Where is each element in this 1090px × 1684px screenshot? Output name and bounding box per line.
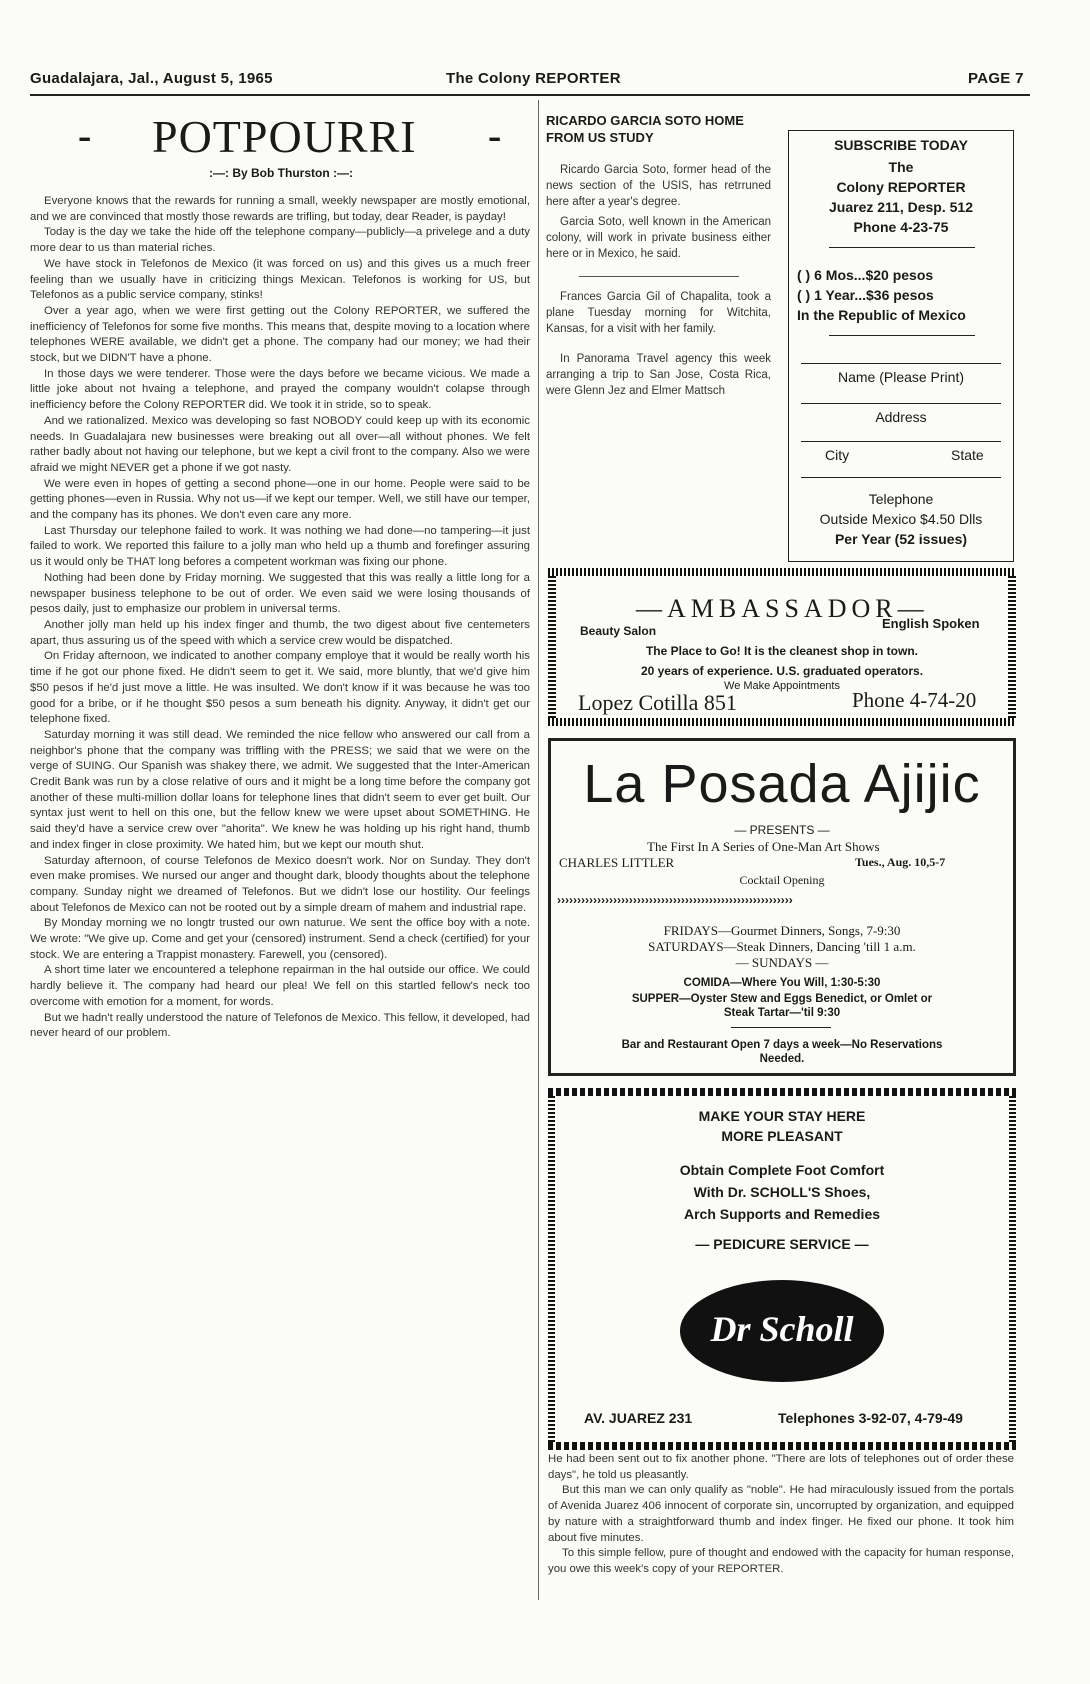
scholl-left-border <box>548 1096 555 1442</box>
ambassador-bottom-border <box>548 718 1016 726</box>
subscribe-option: ( ) 1 Year...$36 pesos <box>797 287 934 303</box>
byline: :—: By Bob Thurston :—: <box>209 166 353 180</box>
subscribe-line: The <box>888 159 914 175</box>
subscribe-heading: SUBSCRIBE TODAY <box>834 137 968 153</box>
news-item: Ricardo Garcia Soto, former head of the news section of the USIS, has retrruned here after a year's degree. <box>546 164 771 208</box>
column-paragraph: Saturday afternoon, of course Telefonos de Mexico doesn't work. Nor on Sunday. They don't even make promises. We nursed our anger and thought dark, bloody thoughts about the telephone company. Sunday night we dreamed of Telefonos. But we didn't lose our hostility. Our feelings about Telefonos de Mexico can not be rooted out by a simple dream of mahem and industrial rape. <box>30 854 530 914</box>
posada-sundays: — SUNDAYS — <box>735 955 829 970</box>
ambassador-line: The Place to Go! It is the cleanest shop in town. <box>645 644 919 658</box>
ambassador-name: —AMBASSADOR— <box>636 594 929 623</box>
scholl-top-border <box>548 1088 1016 1096</box>
news-item: In Panorama Travel agency this week arranging a trip to San Jose, Costa Rica, were Glenn Jez and Elmer Mattsch <box>546 353 771 397</box>
posada-bar: Needed. <box>759 1053 805 1065</box>
ambassador-line: 20 years of experience. U.S. graduated operators. <box>640 664 924 678</box>
scholl-service: — PEDICURE SERVICE — <box>695 1236 869 1252</box>
ambassador-top-border <box>548 568 1016 576</box>
posada-comida: COMIDA—Where You Will, 1:30-5:30 <box>683 977 881 989</box>
scholl-right-border <box>1009 1096 1016 1442</box>
ambassador-right-border <box>1008 576 1016 718</box>
page-number: PAGE 7 <box>968 70 1024 87</box>
column-paragraph: Last Thursday our telephone failed to work. It was nothing we had done—no tampering—it just failed to work. We reported this failure to a jolly man who held up a thumb and forefinger assuring us it would only be THAT long befores a competent workman was fixing our phone. <box>30 524 530 569</box>
news-item: Frances Garcia Gil of Chapalita, took a plane Tuesday morning for Witchita, Kansas, for a visit with her family. <box>546 291 771 335</box>
dateline: Guadalajara, Jal., August 5, 1965 <box>30 70 273 87</box>
ambassador-line: We Make Appointments <box>724 680 840 692</box>
subscribe-line: Colony REPORTER <box>836 179 966 195</box>
posada-arrows: ››››››››››››››››››››››››››››››››››››››››››››››››››››››››››› <box>557 893 793 907</box>
column-paragraph: Over a year ago, when we were first getting out the Colony REPORTER, we suffered the inefficiency of Telefonos for some five months. This means that, despite moving to a location where telephones WERE available, we didn't get a phone. The company had our money; we had their stock, but we DIDN'T have a phone. <box>30 304 530 365</box>
news-headline: RICARDO GARCIA SOTO HOME FROM US STUDY <box>546 113 744 145</box>
column-paragraph: In those days we were tenderer. Those were the days before we became vicious. We made a little joke about not hvaing a telephone, and prayed the company wouldn't colapse through inefficiency before the Colony REPORTER did. We took it in stride, so to speak. <box>30 367 530 412</box>
scholl-line: With Dr. SCHOLL'S Shoes, <box>693 1184 871 1200</box>
form-phone-label: Telephone <box>868 491 934 507</box>
posada-name: La Posada Ajijic <box>583 754 981 814</box>
column-divider <box>538 100 539 1600</box>
column-paragraph: Today is the day we take the hide off the telephone company—publicly—a privelege and a duty more dear to us than material riches. <box>30 226 530 255</box>
posada-series: The First In A Series of One-Man Art Shows <box>647 839 880 854</box>
column-paragraph: And we rationalized. Mexico was developing so fast NOBODY could keep up with its economic needs. In Guadalajara new businesses were breaking out all over—all without phones. We felt rather badly about not having our telephone, but we kept a civil front to the company. Also we were afraid we might NEVER get a phone if we got nasty. <box>30 414 530 474</box>
paper-name: The Colony REPORTER <box>446 70 621 87</box>
posada-divider <box>731 1027 831 1028</box>
form-city-label: City <box>825 447 850 463</box>
news-briefs <box>546 162 771 399</box>
scholl-line: Obtain Complete Foot Comfort <box>679 1162 885 1178</box>
posada-dates: Tues., Aug. 10,5-7 <box>855 855 946 869</box>
scholl-line: Arch Supports and Remedies <box>683 1206 881 1222</box>
dr-scholl-logo <box>680 1280 884 1382</box>
column-body <box>30 194 530 1594</box>
dr-scholl-logo-text: Dr Scholl <box>710 1309 854 1349</box>
scholl-phones: Telephones 3-92-07, 4-79-49 <box>778 1410 963 1426</box>
subscribe-line: Phone 4-23-75 <box>853 219 949 235</box>
masthead-rule <box>30 94 1030 96</box>
posada-supper: SUPPER—Oyster Stew and Eggs Benedict, or Omlet or <box>631 993 933 1005</box>
column-title: POTPOURRI <box>152 111 417 162</box>
posada-presents: — PRESENTS — <box>734 823 830 837</box>
title-dash-right: - <box>488 113 502 158</box>
column-paragraph: By Monday morning we no longtr trusted our own naturue. We sent the office boy with a note. We wrote: "We give up. Come and get your (censored) instrument. Send a check (certified) for your stock. We are entering a Trappist monastery. Farewell, you (censored). <box>30 917 530 961</box>
news-item: Garcia Soto, well known in the American colony, will work in private business either here or in Mexico, he said. <box>546 216 771 260</box>
continuation-paragraph: He had been sent out to fix another phone. "There are lots of telephones out of order these days", he told us pleasantly. <box>548 1453 1014 1481</box>
news-divider <box>579 276 739 277</box>
form-name-label: Name (Please Print) <box>837 369 965 385</box>
posada-saturdays: SATURDAYS—Steak Dinners, Dancing 'till 1 a.m. <box>648 939 916 954</box>
subscribe-box <box>788 130 1014 562</box>
scholl-line: MORE PLEASANT <box>721 1128 843 1144</box>
posada-bar: Bar and Restaurant Open 7 days a week—No Reservations <box>621 1039 943 1051</box>
posada-opening: Cocktail Opening <box>739 873 825 887</box>
column-paragraph: Everyone knows that the rewards for running a small, weekly newspaper are mostly emotional, and we are convinced that mostly those rewards are trifling, but today, dear Reader, is payday! <box>30 195 530 223</box>
ambassador-english: English Spoken <box>882 616 980 631</box>
ambassador-left-border <box>548 576 556 718</box>
column-paragraph: Saturday morning it was still dead. We reminded the nice fellow who answered our call from a neighbor's phone that the company was triffling with the PRESS; we said that we were on the verge of SUING. Our Spanish was shakey there, we admit. We suggested that the Inter-American Credit Bank was run by a close relative of ours and it might be a long time before the company got another of these multi-million dollar loans for telephone lines that didn't seem to ever get built. Our syntax just went to hell on this one, but the fellow knew we were upset about SOMETHING. He said they'd have a service crew over "ahorita". We knew he was holding up his right hand, thumb and index finger in close proximity. We hated him, but we kept our mouth shut. <box>30 728 530 851</box>
ambassador-phone: Phone 4-74-20 <box>852 688 977 712</box>
ambassador-kind: Beauty Salon <box>580 624 657 638</box>
form-address-label: Address <box>875 409 927 425</box>
column-paragraph: Nothing had been done by Friday morning. We suggested that this was really a little long for a newspaper business telephone to be out of order. We even said we were losing thousands of pesos daily, just to emphasize our problem in universal terms. <box>30 571 530 616</box>
posada-ad <box>548 738 1016 1076</box>
scholl-line: MAKE YOUR STAY HERE <box>698 1108 866 1124</box>
form-line <box>801 403 1001 404</box>
posada-artist: CHARLES LITTLER <box>559 855 675 870</box>
continuation-paragraph: But this man we can only qualify as "noble". He had miraculously issued from the portals of Avenida Juarez 406 innocent of corporate sin, uncorrupted by organization, and equipped by nature with a straightforward thumb and index finger. He fixed our phone. It took him about five minutes. <box>548 1484 1014 1544</box>
ambassador-address: Lopez Cotilla 851 <box>578 690 737 715</box>
subscribe-divider <box>829 247 975 248</box>
per-year: Per Year (52 issues) <box>834 531 968 547</box>
column-paragraph: On Friday afternoon, we indicated to another company employe that it would be really worth his time if he got our phone fixed. He didn't seem to get it. We said, more bluntly, that we'd give him $50 pesos if he'd just move a little. He was insulted. We don't know if it was because he was too good for a bribe, or if he thought $50 pesos a sum beneath his dignity. Anyway, it didn't get our telephone fixed. <box>30 650 530 726</box>
subscribe-line: Juarez 211, Desp. 512 <box>829 199 973 215</box>
form-line <box>801 363 1001 364</box>
posada-fridays: FRIDAYS—Gourmet Dinners, Songs, 7-9:30 <box>663 923 901 938</box>
form-line <box>801 441 1001 442</box>
subscribe-divider <box>829 335 975 336</box>
column-paragraph: Another jolly man held up his index finger and thumb, the two digest about five centemeters apart, thus assuring us of the speed with which a service crew would be dispatched. <box>30 618 530 647</box>
column-paragraph: But we hadn't really understood the nature of Telefonos de Mexico. This fellow, it developed, had never heard of our problem. <box>30 1011 530 1040</box>
continuation-paragraph: To this simple fellow, pure of thought and endowed with the capacity for human response, you owe this week's copy of your REPORTER. <box>548 1547 1014 1575</box>
form-state-label: State <box>951 447 984 463</box>
subscribe-region: In the Republic of Mexico <box>797 307 966 323</box>
scholl-address: AV. JUAREZ 231 <box>584 1410 693 1426</box>
posada-supper: Steak Tartar—'til 9:30 <box>723 1007 841 1019</box>
column-paragraph: We have stock in Telefonos de Mexico (it was forced on us) and this gives us a much freer feeling than we usually have in criticizing things Mexican. Telefonos is working for US, but Telefonos as a public service company, stinks! <box>30 257 530 302</box>
column-paragraph: We were even in hopes of getting a second phone—one in our home. People were said to be getting phones—even in Russia. Why not us—if we kept our temper. Well, we still have our temper, and the company has its phones. We don't even care any more. <box>30 477 530 522</box>
form-line <box>801 477 1001 478</box>
column-paragraph: A short time later we encountered a telephone repairman in the hal outside our office. We could hardly believe it. The company had heard our plea! We fell on this startled fellow's neck too overcome with emotion for a moment, for words. <box>30 964 530 1008</box>
continuation-text <box>548 1452 1014 1592</box>
outside-rate: Outside Mexico $4.50 Dlls <box>819 511 983 527</box>
scholl-bottom-border <box>548 1442 1016 1450</box>
title-dash-left: - <box>78 113 92 158</box>
subscribe-option: ( ) 6 Mos...$20 pesos <box>797 267 934 283</box>
